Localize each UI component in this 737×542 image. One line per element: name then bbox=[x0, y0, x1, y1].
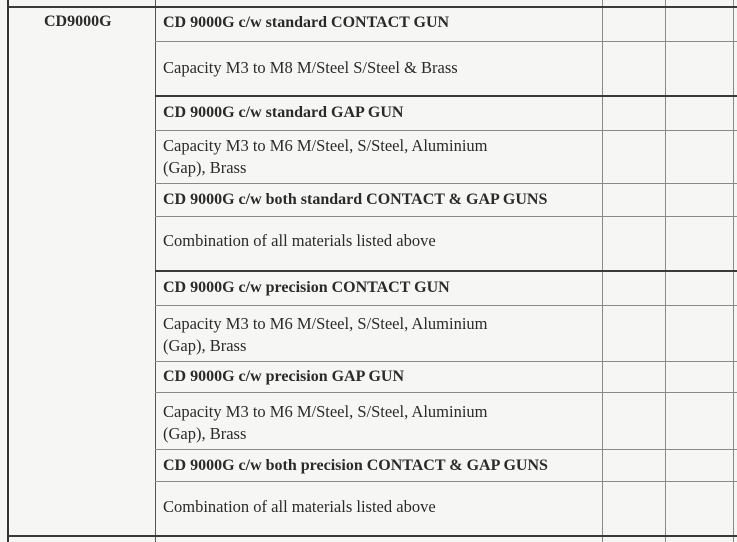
top-border bbox=[7, 6, 737, 8]
row-divider bbox=[155, 305, 737, 306]
row-divider bbox=[155, 183, 737, 184]
row-detail: Capacity M3 to M6 M/Steel, S/Steel, Aluminium bbox=[163, 314, 488, 333]
row-divider bbox=[155, 95, 737, 97]
row-detail: Combination of all materials listed above bbox=[163, 497, 436, 516]
row-detail: Capacity M3 to M6 M/Steel, S/Steel, Aluminium bbox=[163, 402, 488, 421]
row-title: CD 9000G c/w standard CONTACT GUN bbox=[163, 14, 450, 31]
row-divider bbox=[155, 392, 737, 393]
row-title: CD 9000G c/w both precision CONTACT & GAP GUNS bbox=[163, 457, 548, 474]
row-detail: Capacity M3 to M6 M/Steel, S/Steel, Aluminium bbox=[163, 136, 488, 155]
row-divider bbox=[155, 481, 737, 482]
row-divider bbox=[155, 216, 737, 217]
row-divider bbox=[155, 361, 737, 362]
row-divider bbox=[155, 41, 737, 42]
row-detail: (Gap), Brass bbox=[163, 336, 247, 355]
row-title: CD 9000G c/w standard GAP GUN bbox=[163, 104, 404, 121]
row-divider bbox=[155, 449, 737, 450]
product-code: CD9000G bbox=[44, 13, 112, 30]
row-detail: Capacity M3 to M8 M/Steel S/Steel & Brass bbox=[163, 58, 458, 77]
row-title: CD 9000G c/w precision GAP GUN bbox=[163, 368, 405, 385]
row-detail: Combination of all materials listed above bbox=[163, 231, 436, 250]
left-border bbox=[7, 0, 9, 542]
row-detail: (Gap), Brass bbox=[163, 158, 247, 177]
row-divider bbox=[155, 270, 737, 272]
row-divider bbox=[155, 130, 737, 131]
row-title: CD 9000G c/w precision CONTACT GUN bbox=[163, 279, 450, 296]
bottom-border bbox=[7, 535, 737, 537]
row-detail: (Gap), Brass bbox=[163, 424, 247, 443]
row-title: CD 9000G c/w both standard CONTACT & GAP GUNS bbox=[163, 191, 548, 208]
